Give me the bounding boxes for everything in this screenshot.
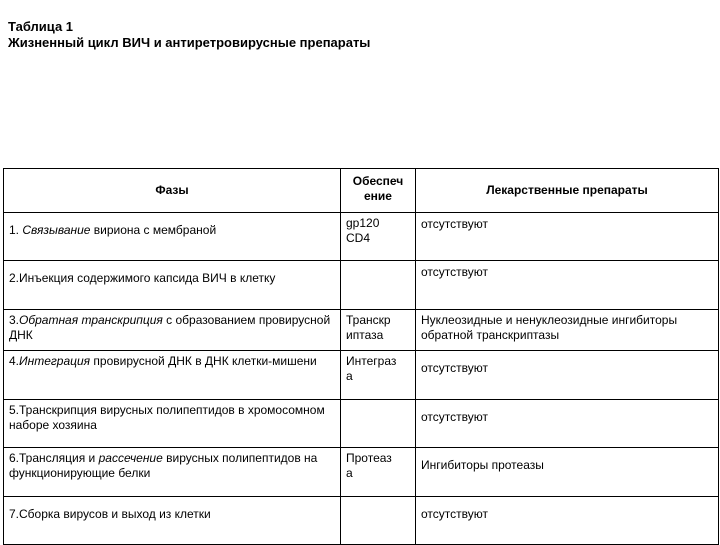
provision-cell: gp120 CD4 <box>341 213 416 261</box>
table-title: Жизненный цикл ВИЧ и антиретровирусные препараты <box>8 35 371 50</box>
phase-text: 7.Сборка вирусов и выход из клетки <box>9 507 211 521</box>
phase-cell <box>4 310 341 351</box>
phase-cell <box>4 448 341 497</box>
provision-cell: Транскр иптаза <box>341 310 416 351</box>
table-row <box>4 497 719 545</box>
table-row <box>4 261 719 310</box>
phase-text-rest: вириона с мембраной <box>90 223 217 237</box>
phase-text-rest: вирусных полипептидов на функционирующие белки <box>9 451 318 480</box>
header-drugs: Лекарственные препараты <box>416 169 719 213</box>
phase-text-rest: провирусной ДНК в ДНК клетки-мишени <box>90 354 317 368</box>
drugs-cell: отсутствуют <box>416 261 719 310</box>
header-phases: Фазы <box>4 169 341 213</box>
table-row <box>4 351 719 400</box>
phase-cell <box>4 351 341 400</box>
drugs-cell: отсутствуют <box>416 351 719 400</box>
table-number: Таблица 1 <box>8 19 74 34</box>
phase-italic-text: Обратная транскрипция <box>19 313 163 327</box>
phase-cell <box>4 213 341 261</box>
table-row <box>4 310 719 351</box>
provision-cell <box>341 497 416 545</box>
table-caption <box>8 19 370 51</box>
phase-text: 5.Транскрипция вирусных полипептидов в хромосомном наборе хозяина <box>9 403 325 432</box>
phase-text: 2.Инъекция содержимого капсида ВИЧ в клетку <box>9 271 276 285</box>
phase-cell <box>4 497 341 545</box>
phase-italic-text: Связывание <box>22 223 91 237</box>
phase-italic-text: рассечение <box>98 451 163 465</box>
provision-cell <box>341 261 416 310</box>
drugs-cell: отсутствуют <box>416 400 719 448</box>
provision-cell: Протеаз а <box>341 448 416 497</box>
table-header-row <box>4 169 719 213</box>
header-provision: Обеспеч ение <box>341 169 416 213</box>
phase-cell <box>4 400 341 448</box>
table-row <box>4 448 719 497</box>
phase-italic-text: Интеграция <box>19 354 91 368</box>
drugs-cell: Ингибиторы протеазы <box>416 448 719 497</box>
phase-text: 4. <box>9 354 20 368</box>
phase-text: 1. <box>9 223 23 237</box>
drugs-cell: отсутствуют <box>416 497 719 545</box>
drugs-cell: отсутствуют <box>416 213 719 261</box>
table-row <box>4 213 719 261</box>
provision-cell: Интеграз а <box>341 351 416 400</box>
phase-cell <box>4 261 341 310</box>
provision-cell <box>341 400 416 448</box>
phase-text-rest: с образованием провирусной ДНК <box>9 313 331 342</box>
phase-text: 6.Трансляция и <box>9 451 99 465</box>
drugs-cell: Нуклеозидные и ненуклеозидные ингибиторы обратной транскриптазы <box>416 310 719 351</box>
hiv-lifecycle-table <box>3 168 719 545</box>
table-row <box>4 400 719 448</box>
phase-text: 3. <box>9 313 20 327</box>
